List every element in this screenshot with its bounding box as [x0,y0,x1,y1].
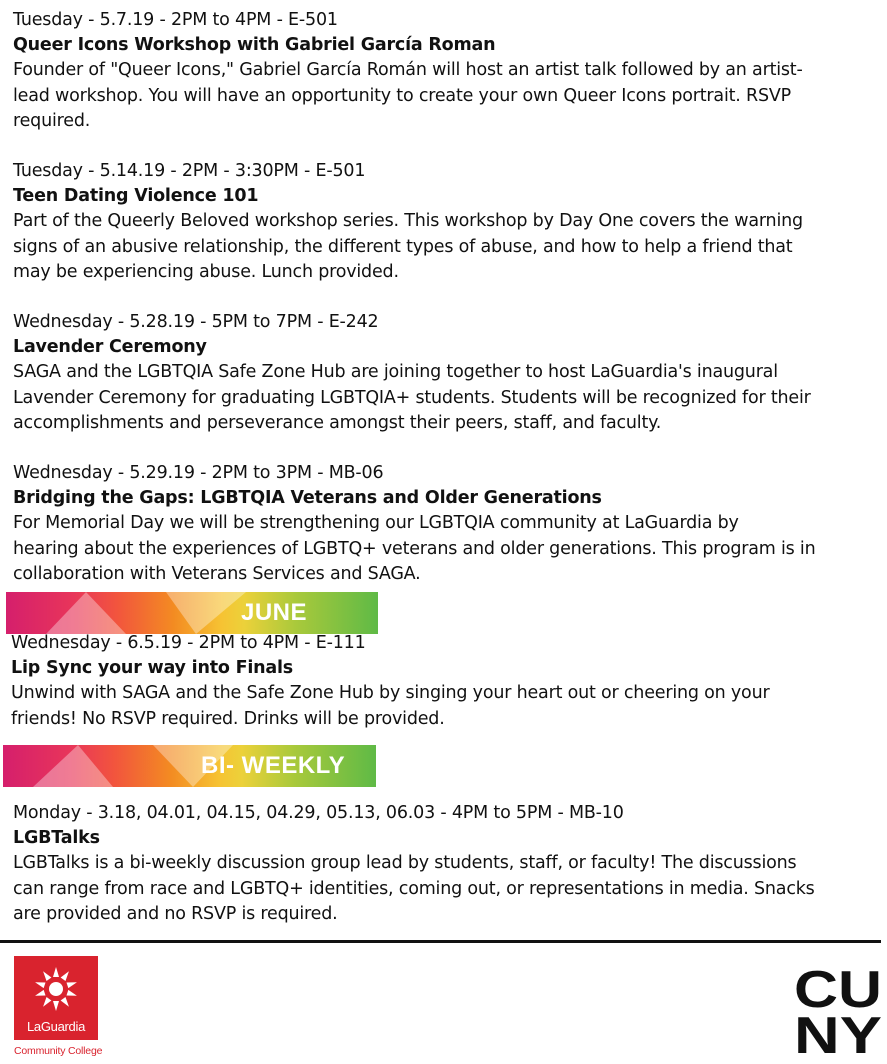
event-title: LGBTalks [13,828,100,849]
cuny-logo-bottom: NY [794,1007,882,1055]
event-title: Queer Icons Workshop with Gabriel García Roman [13,35,496,56]
event-description-line: can range from race and LGBTQ+ identities, coming out, or representations in media. Snacks [13,878,815,899]
event-lgbtalks [13,801,875,927]
banner-facet-shape [166,592,246,634]
event-datetime: Wednesday - 5.28.19 - 5PM to 7PM - E-242 [13,312,379,332]
cuny-logo-top: CU [794,963,882,1019]
laguardia-star-icon [14,956,98,1018]
biweekly-banner-label: BI- WEEKLY [201,752,346,779]
event-lavender-ceremony [13,310,875,436]
june-banner-label: JUNE [241,599,308,626]
event-description-line: LGBTalks is a bi-weekly discussion group lead by students, staff, or faculty! The discussions [13,853,797,874]
footer-divider [0,940,881,943]
event-lip-sync [11,631,873,732]
biweekly-section-banner [3,745,376,787]
banner-facet-shape [33,745,113,787]
event-description-line: Lavender Ceremony for graduating LGBTQIA+ students. Students will be recognized for their [13,387,811,408]
event-title: Lip Sync your way into Finals [11,658,294,679]
event-datetime: Tuesday - 5.7.19 - 2PM to 4PM - E-501 [13,10,338,30]
event-description-line: SAGA and the LGBTQIA Safe Zone Hub are joining together to host LaGuardia's inaugural [13,362,778,383]
event-datetime: Tuesday - 5.14.19 - 2PM - 3:30PM - E-501 [13,161,366,181]
event-description-line: For Memorial Day we will be strengthening our LGBTQIA community at LaGuardia by [13,513,739,534]
cuny-logo [793,963,883,1055]
event-title: Lavender Ceremony [13,337,207,358]
event-description-line: signs of an abusive relationship, the different types of abuse, and how to help a friend that [13,236,793,257]
event-description-line: may be experiencing abuse. Lunch provided. [13,261,399,282]
banner-facet-shape [46,592,126,634]
event-datetime: Monday - 3.18, 04.01, 04.15, 04.29, 05.13, 06.03 - 4PM to 5PM - MB-10 [13,803,624,823]
event-description-line: required. [13,110,91,131]
laguardia-logo-subtitle: Community College [14,1045,103,1057]
event-bridging-the-gaps [13,461,875,587]
event-description-line: are provided and no RSVP is required. [13,903,338,924]
event-title: Teen Dating Violence 101 [13,186,259,207]
event-description-line: accomplishments and perseverance amongst their peers, staff, and faculty. [13,412,662,433]
event-description-line: Founder of "Queer Icons," Gabriel García Román will host an artist talk followed by an artist- [13,60,803,81]
laguardia-logo [14,956,98,1040]
event-datetime: Wednesday - 5.29.19 - 2PM to 3PM - MB-06 [13,463,384,483]
event-description-line: Part of the Queerly Beloved workshop series. This workshop by Day One covers the warning [13,211,803,232]
event-description-line: lead workshop. You will have an opportunity to create your own Queer Icons portrait. RSVP [13,85,791,106]
event-queer-icons [13,8,875,134]
event-description-line: Unwind with SAGA and the Safe Zone Hub by singing your heart out or cheering on your [11,683,770,704]
event-teen-dating-violence [13,159,875,285]
event-title: Bridging the Gaps: LGBTQIA Veterans and Older Generations [13,488,602,509]
laguardia-logo-name: LaGuardia [26,1019,85,1034]
june-section-banner [6,592,378,634]
event-datetime: Wednesday - 6.5.19 - 2PM to 4PM - E-111 [11,633,366,653]
event-description-line: friends! No RSVP required. Drinks will be provided. [11,708,445,729]
event-description-line: hearing about the experiences of LGBTQ+ veterans and older generations. This program is in [13,538,816,559]
event-description-line: collaboration with Veterans Services and SAGA. [13,563,421,584]
